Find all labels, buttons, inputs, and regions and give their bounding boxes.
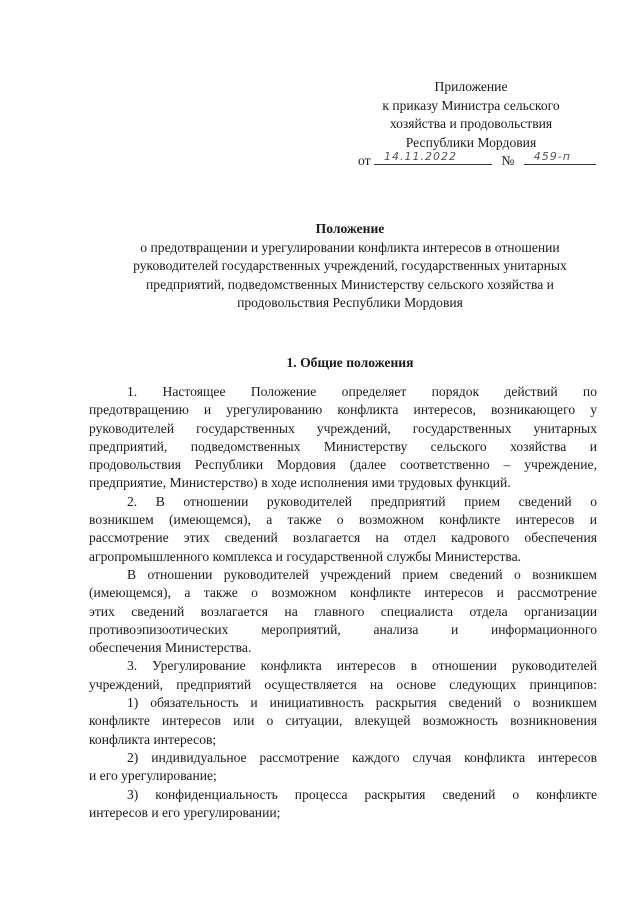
title-line-4: продовольствия Республики Мордовия — [237, 295, 463, 310]
body-line: 3. Урегулирование конфликта интересов в отношении руководителей — [127, 658, 597, 674]
body-line: В отношении руководителей учреждений прием сведений о возникшем — [127, 566, 597, 582]
number-prefix: № — [501, 153, 515, 168]
appendix-label: Приложение — [434, 79, 508, 94]
appendix-republic-line: Республики Мордовия — [405, 134, 537, 150]
body-line: конфликте интересов или о ситуации, влекущей возможность возникновения — [89, 713, 597, 729]
body-line: 2) индивидуальное рассмотрение каждого случая конфликта интересов — [127, 749, 597, 765]
body-line: возникшем (имеющемся), а также о возможном конфликте интересов и — [89, 512, 597, 528]
body-line: обеспечения Министерства. — [89, 640, 252, 656]
body-line: конфликта интересов; — [89, 731, 217, 747]
body-line: 2. В отношении руководителей предприятий прием сведений о — [127, 493, 597, 509]
body-line: (имеющемся), а также о возможном конфликте интересов и рассмотрение — [89, 585, 597, 601]
date-prefix: от — [358, 153, 371, 168]
number-handwritten: 459-п — [533, 150, 571, 163]
body-line: агропромышленного комплекса и государственной службы Министерства. — [89, 548, 522, 564]
body-line: предприятие, Министерство) в ходе исполнения ими трудовых функций. — [89, 475, 511, 491]
document-title — [60, 220, 640, 313]
appendix-order-line: к приказу Министра сельского — [382, 97, 560, 113]
date-handwritten: 14.11.2022 — [383, 150, 457, 163]
title-heading: Положение — [315, 221, 385, 236]
body-line: и его урегулирование; — [89, 768, 217, 784]
body-line: предотвращению и урегулированию конфликта интересов, возникающего у — [89, 402, 597, 418]
body-line: учреждений, предприятий осуществляется на основе следующих принципов: — [89, 676, 597, 692]
document-body — [89, 383, 597, 822]
body-line: 1. Настоящее Положение определяет порядок действий по — [127, 384, 597, 399]
body-line: продовольствия Республики Мордовия (далее соответственно – учреждение, — [89, 457, 597, 473]
appendix-ministry-line: хозяйства и продовольствия — [389, 116, 553, 131]
title-line-1: о предотвращении и урегулировании конфликта интересов в отношении — [140, 239, 560, 255]
appendix-block — [330, 78, 612, 152]
body-line: противоэпизоотических мероприятий, анализа и информационного — [89, 621, 597, 637]
body-line: рассмотрение этих сведений возлагается на отдел кадрового обеспечения — [89, 530, 597, 546]
body-line: 1) обязательность и инициативность раскрытия сведений о возникшем — [127, 695, 597, 711]
body-line: этих сведений возлагается на главного специалиста отдела организации — [89, 603, 597, 619]
body-line: 3) конфиденциальность процесса раскрытия сведений о конфликте — [127, 786, 597, 802]
body-line: интересов и его урегулировании; — [89, 804, 281, 820]
date-field — [374, 150, 492, 165]
body-line: предприятий, подведомственных Министерству сельского хозяйства и — [89, 438, 597, 454]
title-line-2: руководителей государственных учреждений, государственных унитарных — [133, 258, 567, 273]
order-date-number-line — [358, 150, 596, 169]
body-line: руководителей государственных учреждений, государственных унитарных — [89, 420, 597, 436]
title-line-3: предприятий, подведомственных Министерству сельского хозяйства и — [146, 276, 554, 292]
section-heading: 1. Общие положения — [286, 355, 414, 370]
number-field — [524, 150, 596, 165]
